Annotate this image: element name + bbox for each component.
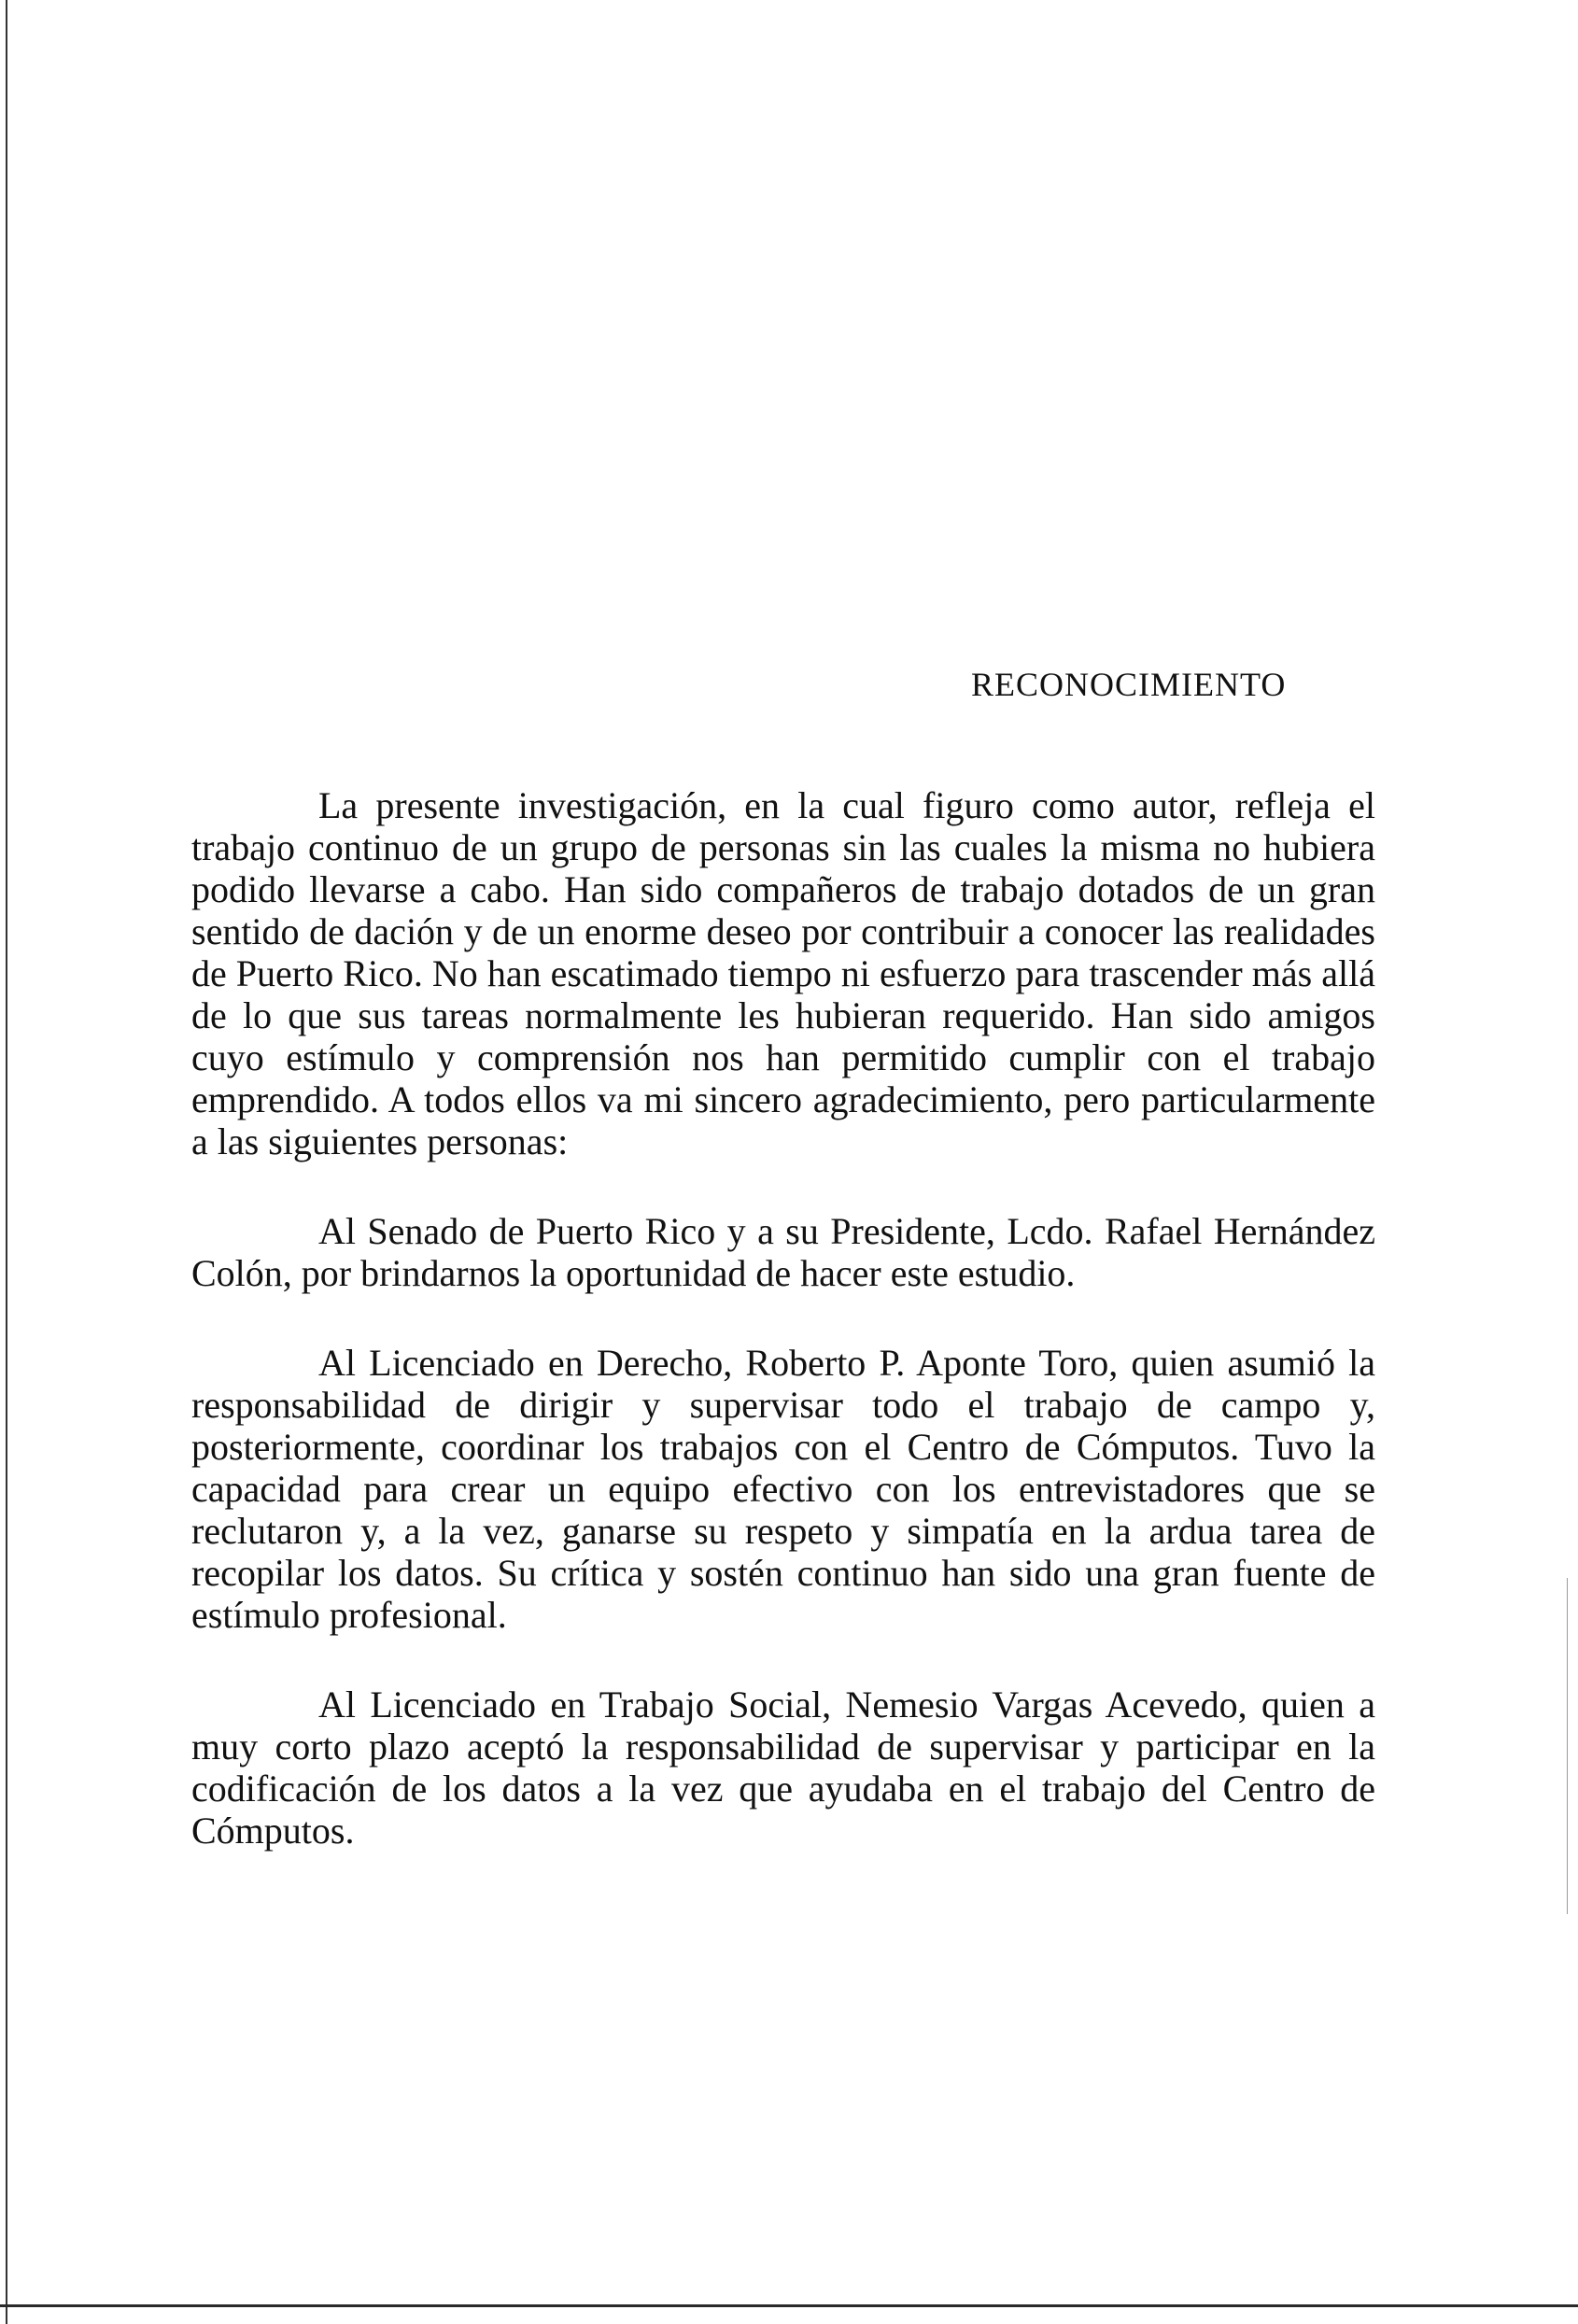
paragraph-vargas-acevedo: Al Licenciado en Trabajo Social, Nemesio Vargas Acevedo, quien a muy corto plazo aceptó la responsabilidad de supervisar y participar en la codificación de los datos a la vez que ayudaba en el trabajo del Centro de Cómputos. bbox=[191, 1683, 1375, 1852]
paragraph-aponte-toro: Al Licenciado en Derecho, Roberto P. Aponte Toro, quien asumió la responsabilidad de dirigir y supervisar todo el trabajo de campo y, posteriormente, coordinar los trabajos con el Centro de Cómputos. Tuvo la capacidad para crear un equipo efectivo con los entrevistadores que se reclutaron y, a la vez, ganarse su respeto y simpatía en la ardua tarea de recopilar los datos. Su crítica y sostén continuo han sido una gran fuente de estímulo profesional. bbox=[191, 1342, 1375, 1636]
scan-edge-left bbox=[6, 0, 7, 2324]
body-text bbox=[191, 784, 1375, 1899]
paragraph-senado: Al Senado de Puerto Rico y a su Presidente, Lcdo. Rafael Hernández Colón, por brindarnos la oportunidad de hacer este estudio. bbox=[191, 1210, 1375, 1294]
scan-edge-right bbox=[1567, 1578, 1568, 1914]
scan-edge-bottom bbox=[0, 2304, 1578, 2307]
paragraph-intro: La presente investigación, en la cual figuro como autor, refleja el trabajo continuo de un grupo de personas sin las cuales la misma no hubiera podido llevarse a cabo. Han sido compañeros de trabajo dotados de un gran sentido de dación y de un enorme deseo por contribuir a conocer las realidades de Puerto Rico. No han escatimado tiempo ni esfuerzo para trascender más allá de lo que sus tareas normalmente les hubieran requerido. Han sido amigos cuyo estímulo y comprensión nos han permitido cumplir con el trabajo emprendido. A todos ellos va mi sincero agradecimiento, pero particularmente a las siguientes personas: bbox=[191, 784, 1375, 1162]
page-title: RECONOCIMIENTO bbox=[971, 666, 1287, 703]
